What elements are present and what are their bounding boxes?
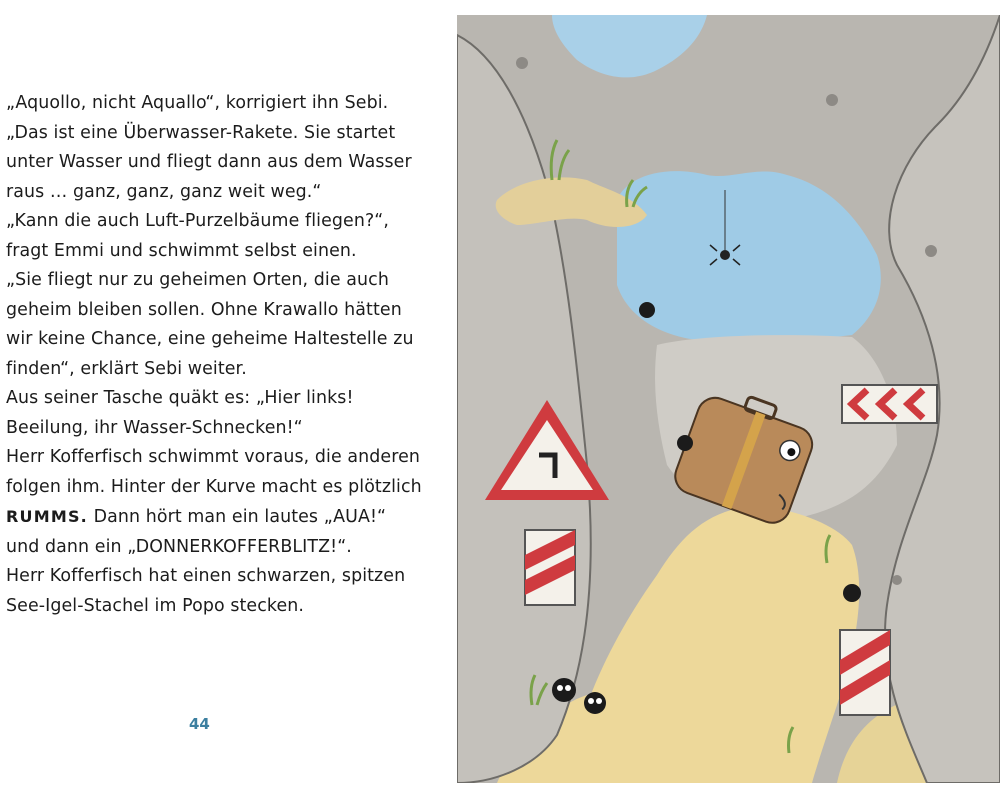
- story-line: Aus seiner Tasche quäkt es: „Hier links!: [6, 388, 354, 408]
- sea-urchin-eye: [596, 698, 602, 704]
- text-page: [0, 0, 440, 800]
- chevron-sign: [842, 385, 937, 423]
- story-line: „Kann die auch Luft-Purzelbäume fliegen?“,: [6, 211, 390, 231]
- sea-urchin: [677, 435, 693, 451]
- rumms-sound-word: RUMMS.: [6, 507, 88, 526]
- sea-urchin-body: [639, 302, 655, 318]
- sea-urchin: [843, 584, 861, 602]
- sea-urchin: [584, 692, 606, 714]
- story-line-rumms: [6, 502, 431, 533]
- story-line: und dann ein „DONNERKOFFERBLITZ!“.: [6, 536, 352, 557]
- story-line: geheim bleiben sollen. Ohne Krawallo hätten: [6, 299, 402, 320]
- story-line: raus … ganz, ganz, ganz weit weg.“: [6, 181, 322, 202]
- sea-urchin: [639, 302, 655, 318]
- story-line: fragt Emmi und schwimmt selbst einen.: [6, 240, 357, 261]
- sea-urchin-body: [677, 435, 693, 451]
- story-line: „Aquollo, nicht Aquallo“, korrigiert ihn Sebi.: [6, 93, 389, 113]
- story-line: wir keine Chance, eine geheime Haltestelle zu: [6, 329, 414, 349]
- story-line: „Sie fliegt nur zu geheimen Orten, die auch: [6, 270, 389, 290]
- sea-urchin-eye: [565, 685, 571, 691]
- sea-urchin-eye: [557, 685, 563, 691]
- sea-urchin-body: [843, 584, 861, 602]
- story-line: folgen ihm. Hinter der Kurve macht es plötzlich: [6, 476, 422, 497]
- cave-illustration: [457, 15, 1000, 783]
- story-line: See-Igel-Stachel im Popo stecken.: [6, 595, 304, 616]
- story-line: „Das ist eine Überwasser-Rakete. Sie startet: [6, 122, 396, 143]
- page-number: 44: [189, 715, 210, 733]
- story-line: unter Wasser und fliegt dann aus dem Wasser: [6, 152, 412, 172]
- striped-marker-post-left: [525, 530, 575, 605]
- story-line: Herr Kofferfisch schwimmt voraus, die anderen: [6, 447, 421, 467]
- story-text: [6, 89, 431, 621]
- sea-urchin: [552, 678, 576, 702]
- spider-body: [720, 250, 730, 260]
- sea-urchin-body: [552, 678, 576, 702]
- story-line: Herr Kofferfisch hat einen schwarzen, spitzen: [6, 566, 406, 586]
- striped-marker-post-right: [840, 630, 890, 715]
- sea-urchin-eye: [588, 698, 594, 704]
- story-line: Beeilung, ihr Wasser-Schnecken!“: [6, 417, 303, 438]
- cave-illustration-svg: [457, 15, 1000, 783]
- story-line: finden“, erklärt Sebi weiter.: [6, 358, 247, 379]
- story-line-rest: Dann hört man ein lautes „AUA!“: [87, 507, 387, 527]
- sea-urchin-body: [584, 692, 606, 714]
